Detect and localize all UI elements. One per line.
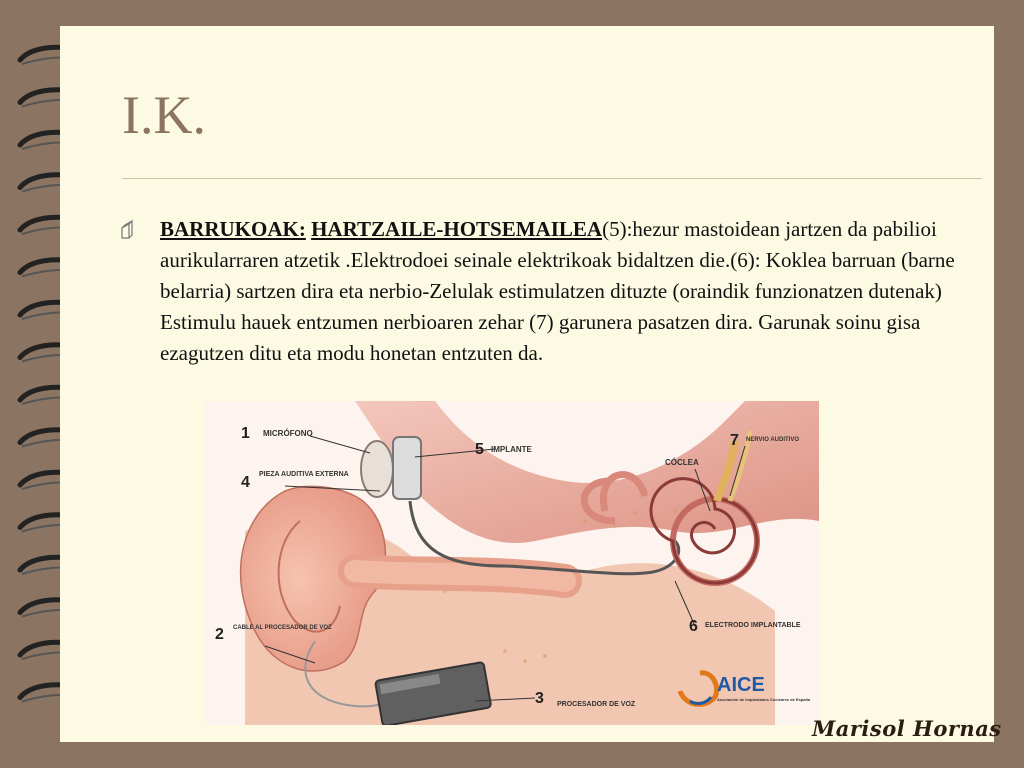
label-1-text: MICRÓFONO — [263, 429, 313, 438]
cochlea-label: CÓCLEA — [665, 458, 699, 467]
logo-subtitle: Asociación de Implantados Cocleares de España — [717, 697, 811, 702]
term-hartzaile: HARTZAILE-HOTSEMAILEA — [311, 217, 603, 241]
cochlear-implant-diagram — [205, 401, 819, 725]
label-2-text: CABLE AL PROCESADOR DE VOZ — [233, 625, 332, 631]
label-7-text: NERVIO AUDITIVO — [746, 437, 800, 443]
slide-title: I.K. — [122, 85, 206, 145]
label-4-number: 4 — [241, 474, 250, 491]
label-2-number: 2 — [215, 626, 224, 643]
label-7-number: 7 — [730, 432, 739, 449]
label-3-number: 3 — [535, 690, 544, 707]
bullet-icon — [120, 218, 134, 240]
body-paragraph — [160, 214, 970, 369]
title-divider — [122, 178, 982, 179]
paragraph-text: (5):hezur mastoidean jartzen da pabilioi aurikularraren atzetik .Elektrodoei seinale elektrikoak bidaltzen die.(6): Koklea barruan (barne belarria) sartzen dira eta nerbio-Zelulak estimulatzen dituzte (oraindik funzionatzen dutenak) Estimulu hauek entzumen nerbioaren zehar (7) garunera pasatzen dira. Garunak soinu gisa ezagutzen ditu eta modu honetan entzuten da. — [160, 217, 955, 365]
label-4-text: PIEZA AUDITIVA EXTERNA — [259, 471, 349, 478]
label-6-text: ELECTRODO IMPLANTABLE — [705, 622, 801, 629]
label-3-text: PROCESADOR DE VOZ — [557, 701, 636, 708]
label-5-number: 5 — [475, 441, 484, 458]
label-5-text: IMPLANTE — [491, 445, 532, 454]
label-1-number: 1 — [241, 425, 250, 442]
label-6-number: 6 — [689, 618, 698, 635]
term-barrukoak: BARRUKOAK: — [160, 217, 306, 241]
author-signature: Marisol Hornas — [812, 716, 1002, 741]
logo-text: AICE — [717, 674, 765, 696]
